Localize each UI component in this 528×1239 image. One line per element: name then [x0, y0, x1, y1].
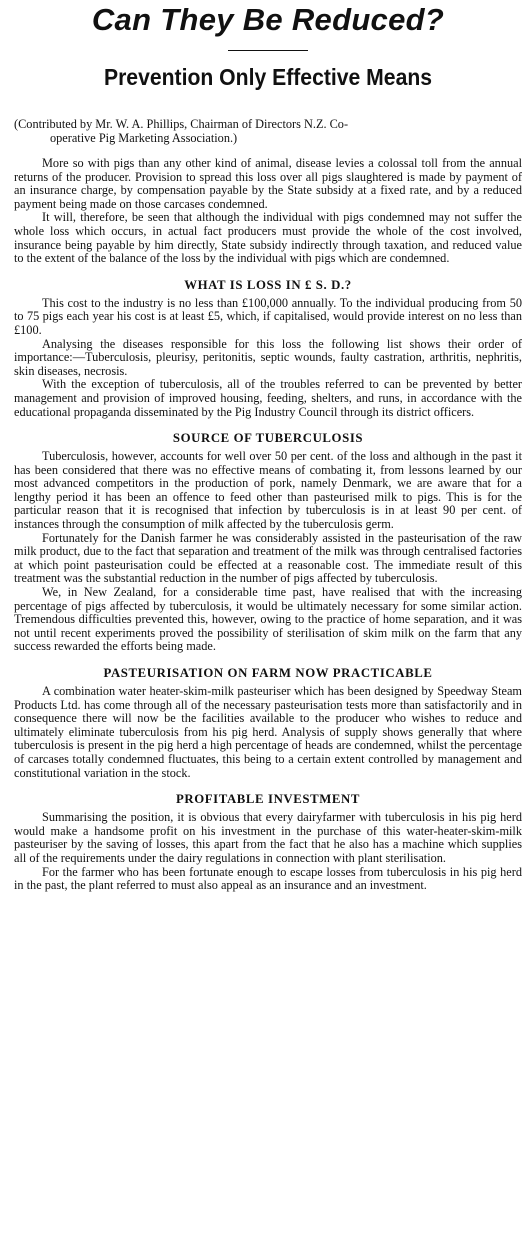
section-tuberculosis — [14, 431, 522, 654]
section-paragraph: Analysing the diseases responsible for this loss the following list shows their order of importance:—Tuberculosis, pleurisy, peritonitis, septic wounds, faulty castration, arthritis, nephritis, skin diseases, necrosis. — [14, 336, 522, 378]
intro-section — [14, 157, 522, 266]
section-paragraph: Tuberculosis, however, accounts for well over 50 per cent. of the loss and although in the past it has been considered that there was no effective means of combating it, from lessons learned by our most advanced competitors in the production of pork, namely Denmark, we are aware that for a lengthy period it has been an offence to feed other than pasteurised milk to pigs. This is for the particular reason that it is recognised that infection by tuberculosis is in at least 90 per cent. of instances through the consumption of milk affected by the tuberculosis germ. — [14, 449, 522, 532]
title-divider — [228, 50, 308, 51]
section-pasteurisation — [14, 666, 522, 780]
section-loss — [14, 278, 522, 419]
section-investment — [14, 792, 522, 893]
intro-paragraph-2: It will, therefore, be seen that although the individual with pigs condemned may not suffer the whole loss which occurs, in actual fact producers must provide the whole of the cost involved, insurance being payable by him directly, State subsidy indirectly through taxation, and reduced value to the extent of the balance of the loss by the individual with pigs which are condemned. — [14, 210, 522, 266]
section-heading-pasteurisation: PASTEURISATION ON FARM NOW PRACTICABLE — [103, 666, 433, 680]
byline-line-1: (Contributed by Mr. W. A. Phillips, Chairman of Directors N.Z. Co- — [14, 117, 349, 131]
section-heading-loss: WHAT IS LOSS IN £ S. D.? — [184, 277, 352, 292]
section-heading-investment: PROFITABLE INVESTMENT — [175, 792, 361, 807]
section-paragraph: With the exception of tuberculosis, all of the troubles referred to can be prevented by better management and provision of improved housing, feeding, shelters, and runs, in accordance with the educational propaganda disseminated by the Pig Industry Council through its district officers. — [14, 377, 522, 419]
section-paragraph: A combination water heater-skim-milk pasteuriser which has been designed by Speedway Steam Products Ltd. has come through all of the necessary pasteurisation tests more than satisfactorily and in consequence there will now be the facilities available to the producer who wishes to reduce and ultimately eliminate tuberculosis from his pig herd. Analysis of supply shows generally that where tuberculosis is present in the pig herd a high percentage of heads are condemned, whilst the percentage of carcases totally condemned fluctuates, this being to a certain extent controlled by management and constitutional variation in the stock. — [14, 684, 522, 780]
section-paragraph: For the farmer who has been fortunate enough to escape losses from tuberculosis in his pig herd in the past, the plant referred to must also appeal as an insurance and an investment. — [14, 864, 522, 893]
section-paragraph: We, in New Zealand, for a considerable time past, have realised that with the increasing percentage of pigs affected by tuberculosis, it would be ultimately necessary for some similar action. Tremendous difficulties prevented this, however, owing to the practice of home separation, and it was not until recent experiments proved the possibility of sterilisation of skim milk on the farm that any success rewarded the efforts being made. — [14, 585, 522, 654]
section-paragraph: This cost to the industry is no less than £100,000 annually. To the individual producing from 50 to 75 pigs each year his cost is at least £5, which, if capitalised, would provide interest on no less than £100. — [14, 295, 522, 337]
byline-line-2: operative Pig Marketing Association.) — [50, 131, 238, 145]
section-paragraph: Summarising the position, it is obvious that every dairyfarmer with tuberculosis in his pig herd would make a handsome profit on his investment in the purchase of this water-heater-skim-milk pasteuriser by the saving of losses, this apart from the fact that he also has a machine which supplies all of the requirements under the dairy regulations in connection with plant sterilisation. — [14, 810, 522, 865]
section-heading-tuberculosis: SOURCE OF TUBERCULOSIS — [172, 431, 364, 446]
intro-paragraph-1: More so with pigs than any other kind of animal, disease levies a colossal toll from the annual returns of the producer. Provision to spread this loss over all pigs slaughtered is made by payment of an insurance charge, by compensation payable by the State subsidy at a fixed rate, and by a reduced payment being made on those carcases condemned. — [14, 156, 522, 211]
article-title: Can They Be Reduced? — [91, 2, 445, 37]
article-subtitle: Prevention Only Effective Means — [103, 64, 433, 90]
article-byline — [14, 117, 522, 145]
section-paragraph: Fortunately for the Danish farmer he was considerably assisted in the pasteurisation of the raw milk product, due to the fact that separation and treatment of the milk was through centralised factories at which point pasteurisation could be effected at a reasonable cost. The immediate result of this treatment was the substantial reduction in the number of pigs affected by tuberculosis. — [14, 530, 522, 586]
